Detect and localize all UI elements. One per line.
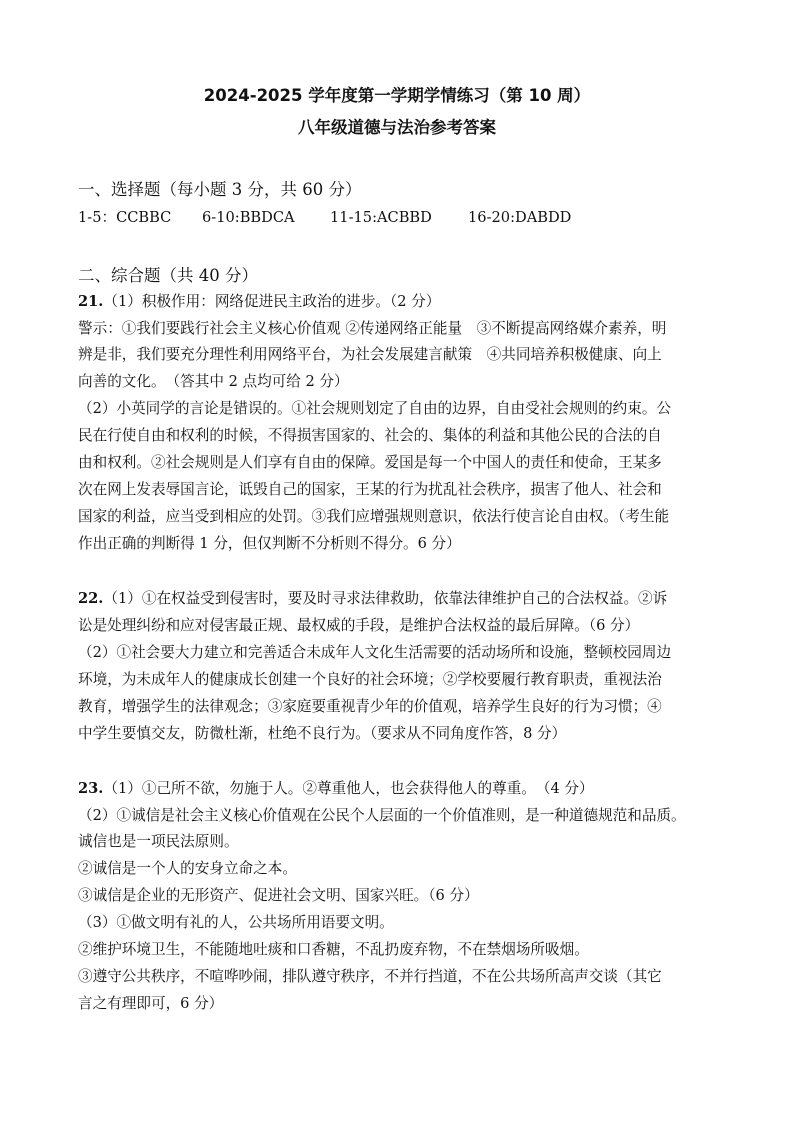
answers-11-15: 11-15:ACBBD — [330, 209, 432, 226]
q22-line-6: 中学生要慎交友，防微杜渐，杜绝不良行为。（要求从不同角度作答，8 分） — [78, 725, 567, 742]
q21-line-4: 向善的文化。 （答其中 2 点均可给 2 分） — [78, 373, 349, 390]
section2-heading: 二、综合题（共 40 分） — [78, 266, 258, 285]
q21-line-6: 民在行使自由和权利的时候，不得损害国家的、社会的、集体的利益和其他公民的合法的自 — [78, 427, 662, 444]
q22-line-2: 讼是处理纠纷和应对侵害最正规、最权威的手段，是维护合法权益的最后屏障。（6 分） — [78, 617, 640, 634]
q23-line-5: ③诚信是企业的无形资产、促进社会文明、国家兴旺。（6 分） — [78, 887, 479, 904]
answers-16-20: 16-20:DABDD — [468, 209, 572, 226]
q23-line-9: 言之有理即可，6 分） — [78, 995, 224, 1012]
choice-answers-row — [78, 208, 718, 228]
q23-line-3: 诚信也是一项民法原则。 — [78, 833, 239, 850]
q21-number: 21. — [78, 293, 104, 310]
q22-line-5: 教育，增强学生的法律观念；③家庭要重视青少年的价值观，培养学生良好的行为习惯；④ — [78, 698, 662, 715]
q21-line-8: 次在网上发表辱国言论，诋毁自己的国家，王某的行为扰乱社会秩序，损害了他人、社会和 — [78, 481, 662, 498]
q23-line-1: 23.（1）①己所不欲，勿施于人。②尊重他人，也会获得他人的尊重。 （4 分） — [78, 780, 594, 797]
q22-line-1: 22.（1）①在权益受到侵害时，要及时寻求法律救助，依靠法律维护自己的合法权益。②诉 — [78, 590, 668, 607]
answers-1-5: 1-5：CCBBC — [78, 209, 172, 226]
q22-line-4: 环境，为未成年人的健康成长创建一个良好的社会环境；②学校要履行教育职责，重视法治 — [78, 671, 662, 688]
q23-line-8: ③遵守公共秩序，不喧哗吵闹，排队遵守秩序，不并行挡道，不在公共场所高声交谈（其它 — [78, 968, 662, 985]
q21-line-10: 作出正确的判断得 1 分，但仅判断不分析则不得分。6 分） — [78, 535, 461, 552]
q23-line-4: ②诚信是一个人的安身立命之本。 — [78, 860, 297, 877]
q21-line-5: （2）小英同学的言论是错误的。①社会规则划定了自由的边界，自由受社会规则的约束。公 — [78, 400, 672, 417]
document-title: 2024-2025 学年度第一学期学情练习（第 10 周） — [203, 86, 591, 105]
q21-line-7: 由和权利。②社会规则是人们享有自由的保障。爱国是每一个中国人的责任和使命，王某多 — [78, 454, 662, 471]
q21-line-3: 辨是非，我们要充分理性利用网络平台，为社会发展建言献策 ④共同培养积极健康、向上 — [78, 346, 662, 363]
section1-heading: 一、选择题（每小题 3 分，共 60 分） — [78, 180, 362, 199]
q21-line-9: 国家的利益，应当受到相应的处罚。③我们应增强规则意识，依法行使言论自由权。（考生能 — [78, 508, 670, 525]
q23-line-2: （2）①诚信是社会主义核心价值观在公民个人层面的一个价值准则，是一种道德规范和品质。 — [78, 807, 686, 824]
q23-line-7: ②维护环境卫生，不能随地吐痰和口香糖，不乱扔废弃物，不在禁烟场所吸烟。 — [78, 941, 589, 958]
q21-line-2: 警示：①我们要践行社会主义核心价值观 ②传递网络正能量 ③不断提高网络媒介素养，明 — [78, 320, 667, 337]
q22-number: 22. — [78, 590, 104, 607]
q23-number: 23. — [78, 780, 104, 797]
q22-line-3: （2）①社会要大力建立和完善适合未成年人文化生活需要的活动场所和设施，整顿校园周边 — [78, 644, 672, 661]
answers-6-10: 6-10:BBDCA — [202, 209, 295, 226]
document-subtitle: 八年级道德与法治参考答案 — [298, 118, 496, 137]
q21-line-1: 21.（1）积极作用：网络促进民主政治的进步。（2 分） — [78, 293, 441, 310]
q23-line-6: （3）①做文明有礼的人，公共场所用语要文明。 — [78, 914, 394, 931]
